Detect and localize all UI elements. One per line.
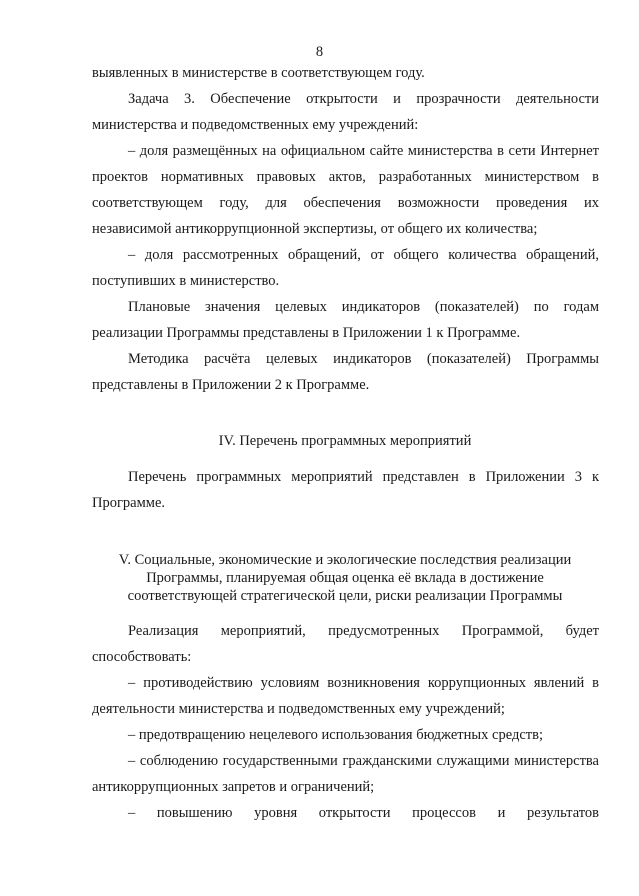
section-v-heading-line: соответствующей стратегической цели, риски реализации Программы [127,588,563,604]
section-v-body [92,618,599,826]
section-v-heading [90,551,600,605]
body-text-top [92,60,599,398]
paragraph-continuation: выявленных в министерстве в соответствующем году. [92,65,425,81]
section-v-heading-line: V. Социальные, экономические и экологические последствия реализации [118,552,572,568]
list-item: – соблюдению государственными гражданскими служащими министерства антикоррупционных запретов и ограничений; [92,753,599,795]
page-number: 8 [315,44,324,60]
paragraph-implementation: Реализация мероприятий, предусмотренных Программой, будет способствовать: [92,623,599,665]
paragraph-planned-values: Плановые значения целевых индикаторов (показателей) по годам реализации Программы представлены в Приложении 1 к Программе. [92,299,599,341]
paragraph-share-published: – доля размещённых на официальном сайте министерства в сети Интернет проектов нормативных правовых актов, разработанных министерством в соответствующем году, для обеспечения возможности проведения их независимой антикоррупционной экспертизы, от общего их количества; [92,143,599,237]
list-item: – противодействию условиям возникновения коррупционных явлений в деятельности министерства и подведомственных ему учреждений; [92,675,599,717]
paragraph-methodology: Методика расчёта целевых индикаторов (показателей) Программы представлены в Приложении 2 к Программе. [92,351,599,393]
list-item: – повышению уровня открытости процессов и результатов [128,805,599,821]
section-v-heading-line: Программы, планируемая общая оценка её вклада в достижение [146,570,544,586]
list-item: – предотвращению нецелевого использования бюджетных средств; [128,727,543,743]
paragraph-activities-list: Перечень программных мероприятий представлен в Приложении 3 к Программе. [92,469,599,511]
section-iv-body [92,464,599,516]
paragraph-task3: Задача 3. Обеспечение открытости и прозрачности деятельности министерства и подведомственных ему учреждений: [92,91,599,133]
section-iv-heading: IV. Перечень программных мероприятий [218,433,472,449]
paragraph-share-appeals: – доля рассмотренных обращений, от общего количества обращений, поступивших в министерство. [92,247,599,289]
